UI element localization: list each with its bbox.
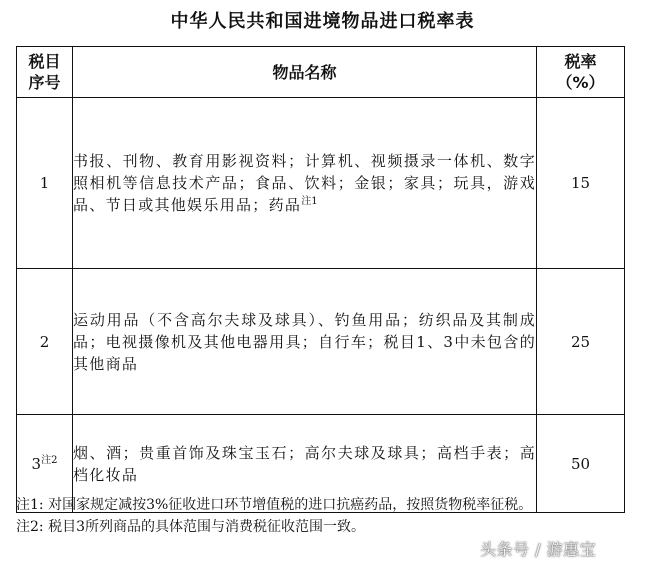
- header-items: 物品名称: [73, 47, 537, 98]
- table-header-row: [17, 47, 625, 98]
- row-rate: 50: [537, 415, 625, 513]
- row-items: 书报、刊物、教育用影视资料；计算机、视频摄录一体机、数字照相机等信息技术产品；食品、饮料；金银；家具；玩具，游戏品、节日或其他娱乐用品；药品$^{注1}$: [73, 98, 537, 269]
- tax-rate-table: [16, 46, 625, 513]
- table-row: [17, 98, 625, 269]
- row-number: 1: [17, 98, 73, 269]
- row-rate: 25: [537, 269, 625, 415]
- watermark: 头条号 / 游惠宝: [480, 540, 597, 559]
- row-number: 2: [17, 269, 73, 415]
- footnote-1: 注1: 对国家规定减按3%征收进口环节增值税的进口抗癌药品，按照货物税率征税。: [16, 497, 533, 513]
- row-items: 运动用品（不含高尔夫球及球具）、钓鱼用品；纺织品及其制成品；电视摄像机及其他电器用具；自行车；税目1、3中未包含的其他商品: [73, 269, 537, 415]
- row-number: 3$^{注2}$: [17, 415, 73, 513]
- row-items: 烟、酒；贵重首饰及珠宝玉石；高尔夫球及球具；高档手表；高档化妆品: [73, 415, 537, 513]
- page-title: 中华人民共和国进境物品进口税率表: [170, 11, 475, 32]
- footnote-marker: 注1: [301, 196, 318, 207]
- row-rate: 15: [537, 98, 625, 269]
- footnotes: [16, 494, 616, 538]
- header-rate: 税率 （%）: [537, 47, 625, 98]
- header-number: 税目 序号: [17, 47, 73, 98]
- footnote-marker: 注2: [41, 454, 58, 466]
- table-row: [17, 269, 625, 415]
- footnote-2: 注2: 税目3所列商品的具体范围与消费税征收范围一致。: [16, 519, 365, 535]
